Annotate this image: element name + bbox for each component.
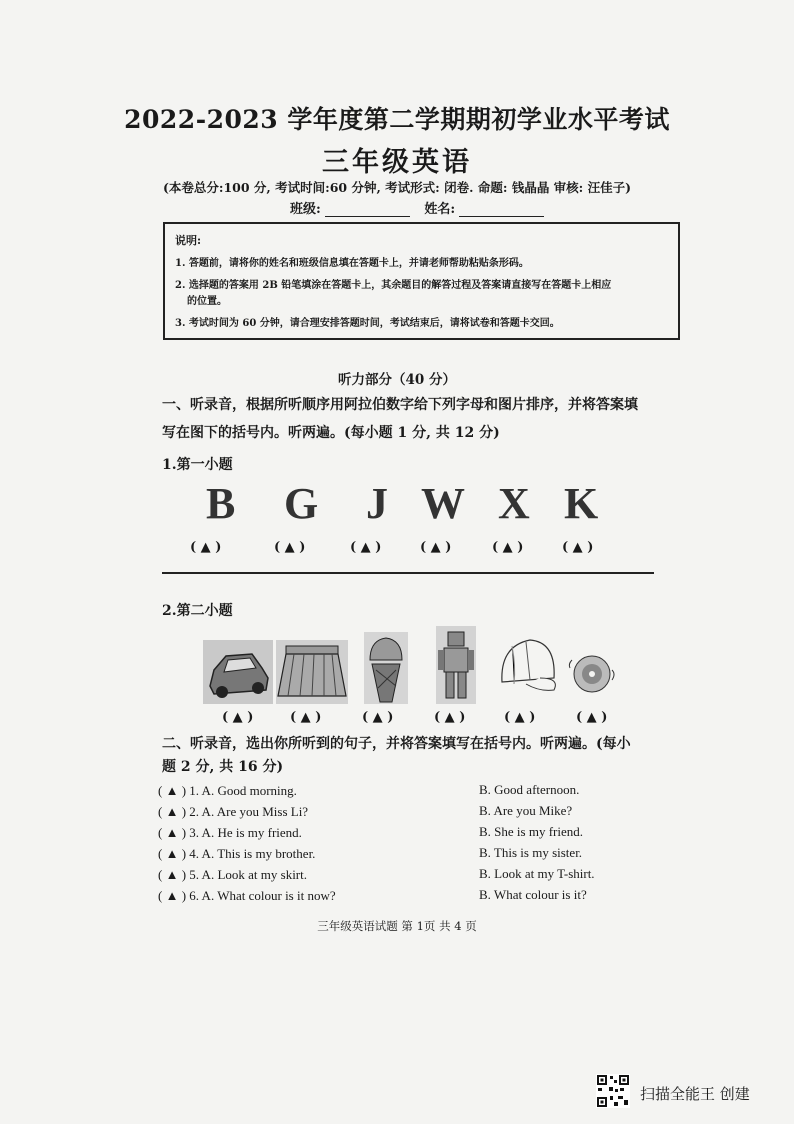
part1-instruction-line2: 写在图下的括号内。听两遍。(每小题 1 分, 共 12 分) [162,425,500,441]
instruction-item: 1. 答题前，请将你的姓名和班级信息填在答题卡上，并请老师帮助粘贴条形码。 [175,258,529,269]
qr-code-icon [596,1074,630,1108]
part1-instruction-line1: 一、听录音，根据所听顺序用阿拉伯数字给下列字母和图片排序，并将答案填 [162,397,638,413]
pictures-row [200,626,630,708]
question-option-a[interactable]: ( ▲ ) 6. A. What colour is it now? [158,888,336,903]
part2-instruction-line2: 题 2 分, 共 16 分) [162,759,284,775]
instruction-item: 的位置。 [187,296,227,307]
letter-item: X [498,479,530,528]
page-footer: 三年级英语试题 第 1页 共 4 页 [317,919,477,933]
answer-blank[interactable]: ( ▲ ) [420,540,452,555]
name-label: 姓名: [424,202,456,217]
question-option-b[interactable]: B. Good afternoon. [479,782,580,797]
answer-blank[interactable]: ( ▲ ) [434,710,466,725]
answer-blank[interactable]: ( ▲ ) [504,710,536,725]
answer-blank[interactable]: ( ▲ ) [222,710,254,725]
part2-instruction-line1: 二、听录音，选出你所听到的句子，并将答案填写在括号内。听两遍。(每小 [162,736,631,752]
question-option-b[interactable]: B. Are you Mike? [479,803,573,818]
class-name-row [290,198,554,217]
question-option-a[interactable]: ( ▲ ) 2. A. Are you Miss Li? [158,804,309,819]
exam-subtitle: 三年级英语 [322,147,472,178]
answer-blank[interactable]: ( ▲ ) [562,540,594,555]
car-picture [203,640,273,704]
scanner-watermark: 扫描全能王 创建 [640,1085,750,1103]
instruction-item: 3. 考试时间为 60 分钟，请合理安排答题时间，考试结束后，请将试卷和答题卡交回。 [175,318,560,329]
section-divider [162,572,654,574]
question-option-a[interactable]: ( ▲ ) 3. A. He is my friend. [158,825,302,840]
letter-item: K [564,479,599,528]
letter-item: J [366,479,388,528]
robot-picture [436,626,476,704]
name-blank[interactable] [459,204,544,217]
letter-answers-row [0,540,794,560]
answer-blank[interactable]: ( ▲ ) [362,710,394,725]
question-option-a[interactable]: ( ▲ ) 1. A. Good morning. [158,783,297,798]
letter-item: B [206,479,236,528]
listening-heading: 听力部分（40 分） [338,372,456,388]
letters-row [196,478,636,538]
question-option-a[interactable]: ( ▲ ) 5. A. Look at my skirt. [158,867,307,882]
skirt-picture [276,640,348,704]
instruction-item: 2. 选择题的答案用 2B 铅笔填涂在答题卡上，其余题目的解答过程及答案请直接写在答题卡上相应 [175,280,612,291]
answer-blank[interactable]: ( ▲ ) [576,710,608,725]
exam-meta: (本卷总分:100 分, 考试时间:60 分钟, 考试形式: 闭卷. 命题: 钱晶晶 审核: 汪佳子) [162,180,632,195]
answer-blank[interactable]: ( ▲ ) [290,710,322,725]
instructions-box [163,222,680,340]
question-option-b[interactable]: B. This is my sister. [479,845,583,860]
answer-blank[interactable]: ( ▲ ) [190,540,222,555]
letter-item: G [284,479,319,528]
ice-cream-picture [364,632,408,704]
class-label: 班级: [290,202,321,217]
cd-picture [569,656,614,692]
question-option-b[interactable]: B. What colour is it? [479,887,587,902]
class-blank[interactable] [325,204,410,217]
answer-blank[interactable]: ( ▲ ) [350,540,382,555]
sub2-label: 2.第二小题 [162,603,233,619]
question-option-b[interactable]: B. She is my friend. [479,824,583,839]
question-option-b[interactable]: B. Look at my T-shirt. [479,866,595,881]
cap-picture [502,640,556,690]
sub1-label: 1.第一小题 [162,457,233,473]
answer-blank[interactable]: ( ▲ ) [274,540,306,555]
instructions-title: 说明: [175,234,202,247]
picture-answers-row [0,710,794,730]
question-option-a[interactable]: ( ▲ ) 4. A. This is my brother. [158,846,316,861]
exam-title: 2022-2023 学年度第二学期期初学业水平考试 [124,105,670,134]
answer-blank[interactable]: ( ▲ ) [492,540,524,555]
letter-item: W [421,479,465,528]
